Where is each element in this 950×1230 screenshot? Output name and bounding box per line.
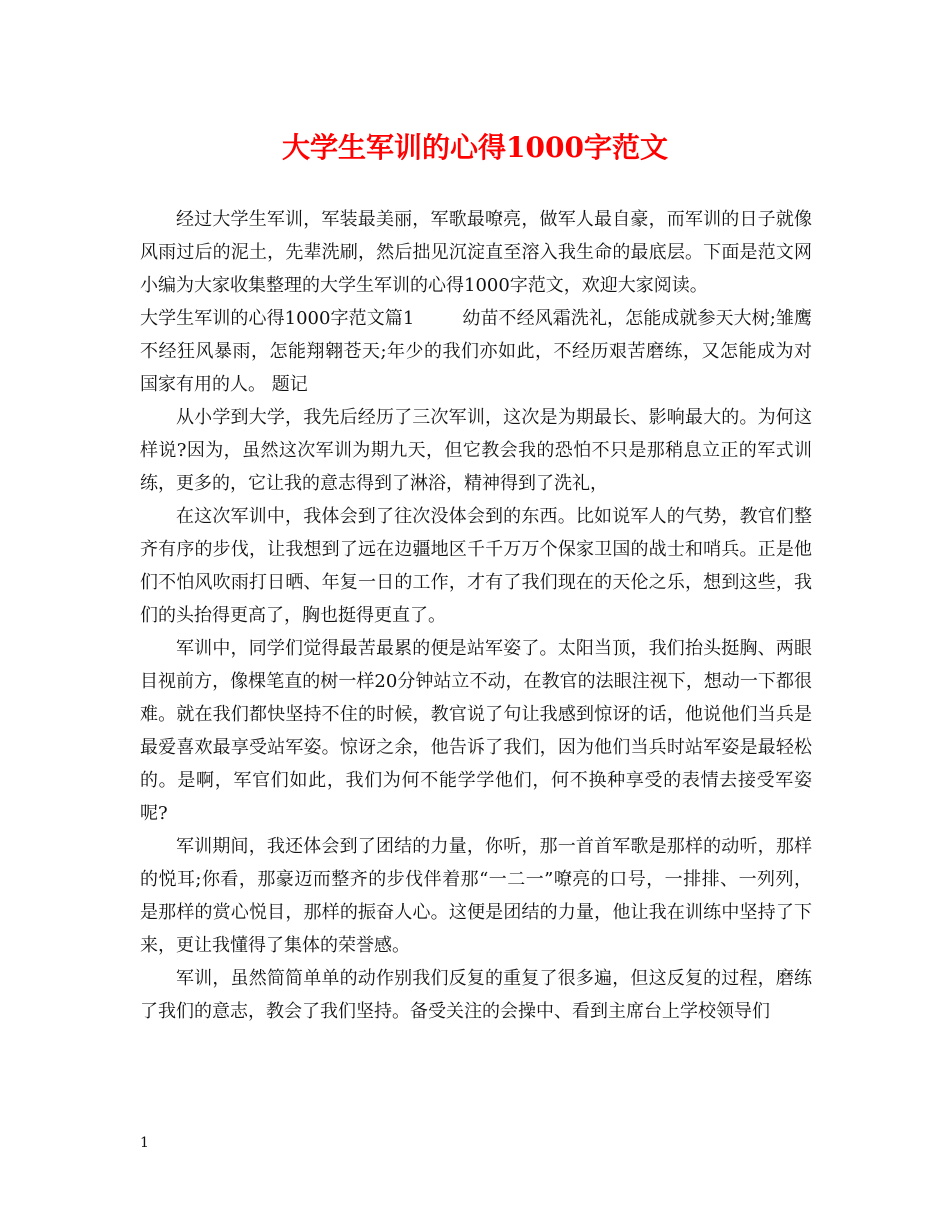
page-number: 1 [140,1135,149,1151]
paragraph-repetition-persistence: 军训，虽然简简单单的动作别我们反复的重复了很多遍，但这反复的过程，磨练了我们的意志，教会了我们坚持。备受关注的会操中、看到主席台上学校领导们 [140,968,812,1022]
paragraph-military-spirit: 在这次军训中，我体会到了往次没体会到的东西。比如说军人的气势，教官们整齐有序的步伐，让我想到了远在边疆地区千千万万个保家卫国的战士和哨兵。正是他们不怕风吹雨打日晒、年复一日的工作，才有了我们现在的天伦之乐，想到这些，我们的头抬得更高了，胸也挺得更直了。 [140,506,812,626]
document-title: 大学生军训的心得1000字范文 [282,131,668,164]
paragraph-standing-posture: 军训中，同学们觉得最苦最累的便是站军姿了。太阳当顶，我们抬头挺胸、两眼目视前方，像棵笔直的树一样20分钟站立不动，在教官的法眼注视下，想动一下都很难。就在我们都快坚持不住的时候，教官说了句让我感到惊讶的话，他说他们当兵是最爱喜欢最享受站军姿。惊讶之余，他告诉了我们，因为他们当兵时站军姿是最轻松的。是啊，军官们如此，我们为何不能学学他们，何不换种享受的表情去接受军姿呢? [140,638,812,824]
paragraph-section-heading-with-first-lines [140,302,812,401]
paragraph-epigraph: 幼苗不经风霜洗礼，怎能成就参天大树;雏鹰不经狂风暴雨，怎能翔翱苍天;年少的我们亦如此，不经历艰苦磨练，又怎能成为对国家有用的人。 题记 [140,308,812,395]
paragraph-military-training-experience: 从小学到大学，我先后经历了三次军训，这次是为期最长、影响最大的。为何这样说?因为，虽然这次军训为期九天，但它教会我的恐怕不只是那稍息立正的军式训练，更多的，它让我的意志得到了淋浴，精神得到了洗礼， [140,407,812,494]
paragraph-intro: 经过大学生军训，军装最美丽，军歌最嘹亮，做军人最自豪，而军训的日子就像风雨过后的泥土，先辈洗刷，然后拙见沉淀直至溶入我生命的最底层。下面是范文网小编为大家收集整理的大学生军训的心得1000字范文，欢迎大家阅读。 [140,209,812,296]
section-heading: 大学生军训的心得1000字范文篇1 [140,308,415,329]
document-body [140,203,812,1028]
paragraph-unity-power: 军训期间，我还体会到了团结的力量，你听，那一首首军歌是那样的动听，那样的悦耳;你看，那豪迈而整齐的步伐伴着那“一二一”嘹亮的口号，一排排、一列列，是那样的赏心悦目，那样的振奋人心。这便是团结的力量，他让我在训练中坚持了下来，更让我懂得了集体的荣誉感。 [140,836,812,956]
